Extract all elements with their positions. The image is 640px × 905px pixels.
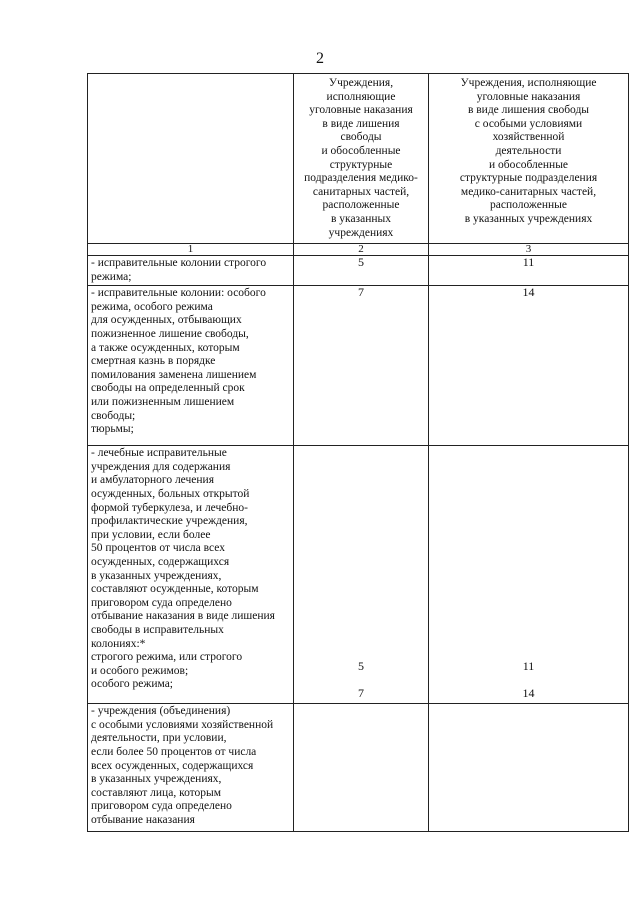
- row-label-line: тюрьмы;: [91, 423, 134, 436]
- row-label-line: отбывание наказания: [91, 813, 195, 826]
- header-col2-line: свободы: [340, 131, 382, 144]
- header-col3-line: с особыми условиями: [474, 117, 583, 130]
- page-number: 2: [316, 50, 324, 67]
- table-row: [88, 286, 629, 446]
- row-label-line: - исправительные колонии строгого: [91, 257, 267, 269]
- row-value-col3: [429, 704, 629, 832]
- row-label-line: 50 процентов от числа всех: [91, 542, 225, 555]
- table-row: [88, 446, 629, 704]
- row-label-line: составляют осужденные, которым: [91, 583, 259, 596]
- row-label-line: формой туберкулеза, и лечебно-: [91, 501, 248, 514]
- row-label: [88, 446, 294, 704]
- table-row: [88, 256, 629, 286]
- row-value-col2: 5: [294, 256, 429, 286]
- column-number-row: [88, 244, 629, 256]
- header-col2-line: исполняющие: [326, 90, 396, 103]
- row-value-col2: [294, 704, 429, 832]
- row-label-line: свободы на определенный срок: [91, 382, 245, 395]
- row-label-line: в указанных учреждениях,: [91, 569, 222, 582]
- header-col2-line: подразделения медико-: [304, 172, 418, 185]
- header-col2-line: учреждениях: [328, 226, 394, 239]
- row-label-line: или пожизненным лишением: [91, 395, 235, 408]
- row-label-line: и особого режимов;: [91, 664, 189, 677]
- row-value-col2: [294, 446, 429, 704]
- header-col3-line: в указанных учреждениях: [464, 212, 593, 225]
- header-col3-line: Учреждения, исполняющие: [460, 77, 597, 89]
- row-label-line: приговором суда определено: [91, 596, 232, 609]
- row-label-line: помилования заменена лишением: [91, 368, 257, 381]
- row-label-line: осужденных, больных открытой: [91, 487, 250, 500]
- header-col2-line: Учреждения,: [328, 77, 394, 89]
- sub-value-strict-col3: 11: [522, 659, 535, 674]
- header-col2-line: структурные: [329, 158, 393, 171]
- norms-table: [87, 73, 629, 832]
- header-col3-line: деятельности: [495, 144, 562, 157]
- sub-value-strict-col2: 5: [358, 659, 364, 674]
- header-col3-line: в виде лишения свободы: [467, 104, 590, 117]
- row-label-line: строгого режима, или строгого: [91, 651, 243, 664]
- row-label-line: в указанных учреждениях,: [91, 773, 222, 786]
- header-col2-line: в указанных: [330, 212, 391, 225]
- table-row: [88, 704, 629, 832]
- column-number-1: 1: [88, 244, 294, 256]
- header-col2-line: уголовные наказания: [309, 104, 413, 117]
- row-label-line: осужденных, содержащихся: [91, 555, 230, 568]
- row-label-line: режима, особого режима: [91, 300, 213, 313]
- sub-value-special-col3: 14: [522, 686, 535, 701]
- row-label: [88, 286, 294, 446]
- header-col3-line: хозяйственной: [492, 131, 565, 144]
- row-label-line: - учреждения (объединения): [91, 705, 231, 718]
- header-col2-line: и обособленные: [321, 144, 401, 157]
- header-col2-line: расположенные: [322, 199, 400, 212]
- row-label-line: а также осужденных, которым: [91, 341, 240, 354]
- row-label-line: для осужденных, отбывающих: [91, 314, 242, 327]
- header-col3-line: расположенные: [490, 199, 567, 212]
- row-label-line: деятельности, при условии,: [91, 732, 227, 745]
- sub-value-special-col2: 7: [358, 686, 364, 701]
- table-header-row: [88, 74, 629, 244]
- row-value-col2: 7: [294, 286, 429, 446]
- row-value-col3: 11: [429, 256, 629, 286]
- header-col1: [88, 74, 294, 244]
- row-label-line: и амбулаторного лечения: [91, 474, 214, 487]
- row-label-line: с особыми условиями хозяйственной: [91, 718, 274, 731]
- row-label-line: режима;: [91, 270, 132, 283]
- row-label-line: профилактические учреждения,: [91, 515, 248, 528]
- row-label-line: составляют лица, которым: [91, 786, 222, 799]
- row-label-line: пожизненное лишение свободы,: [91, 327, 249, 340]
- row-label-line: - исправительные колонии: особого: [91, 287, 266, 300]
- row-label-line: свободы;: [91, 409, 136, 422]
- row-label-line: учреждения для содержания: [91, 460, 231, 473]
- column-number-2: 2: [294, 244, 429, 256]
- row-label-line: - лечебные исправительные: [91, 447, 227, 460]
- row-label-line: свободы в исправительных: [91, 623, 224, 636]
- row-label-line: колониях:*: [91, 637, 146, 650]
- header-col3-line: уголовные наказания: [476, 90, 581, 103]
- header-col3-line: и обособленные: [488, 158, 569, 171]
- row-value-col3: [429, 446, 629, 704]
- row-label-line: при условии, если более: [91, 528, 211, 541]
- row-value-col3: 14: [429, 286, 629, 446]
- header-col2: [294, 74, 429, 244]
- header-col3-line: структурные подразделения: [459, 172, 598, 185]
- row-label: [88, 704, 294, 832]
- row-label-line: всех осужденных, содержащихся: [91, 759, 254, 772]
- row-label: [88, 256, 294, 286]
- header-col3-line: медико-санитарных частей,: [460, 185, 597, 198]
- row-label-line: особого режима;: [91, 678, 173, 691]
- header-col3: [429, 74, 629, 244]
- row-label-line: если более 50 процентов от числа: [91, 745, 257, 758]
- row-label-line: приговором суда определено: [91, 800, 232, 813]
- column-number-3: 3: [429, 244, 629, 256]
- header-col2-line: в виде лишения: [322, 117, 400, 130]
- header-col2-line: санитарных частей,: [312, 185, 410, 198]
- row-label-line: смертная казнь в порядке: [91, 355, 216, 368]
- row-label-line: отбывание наказания в виде лишения: [91, 610, 275, 623]
